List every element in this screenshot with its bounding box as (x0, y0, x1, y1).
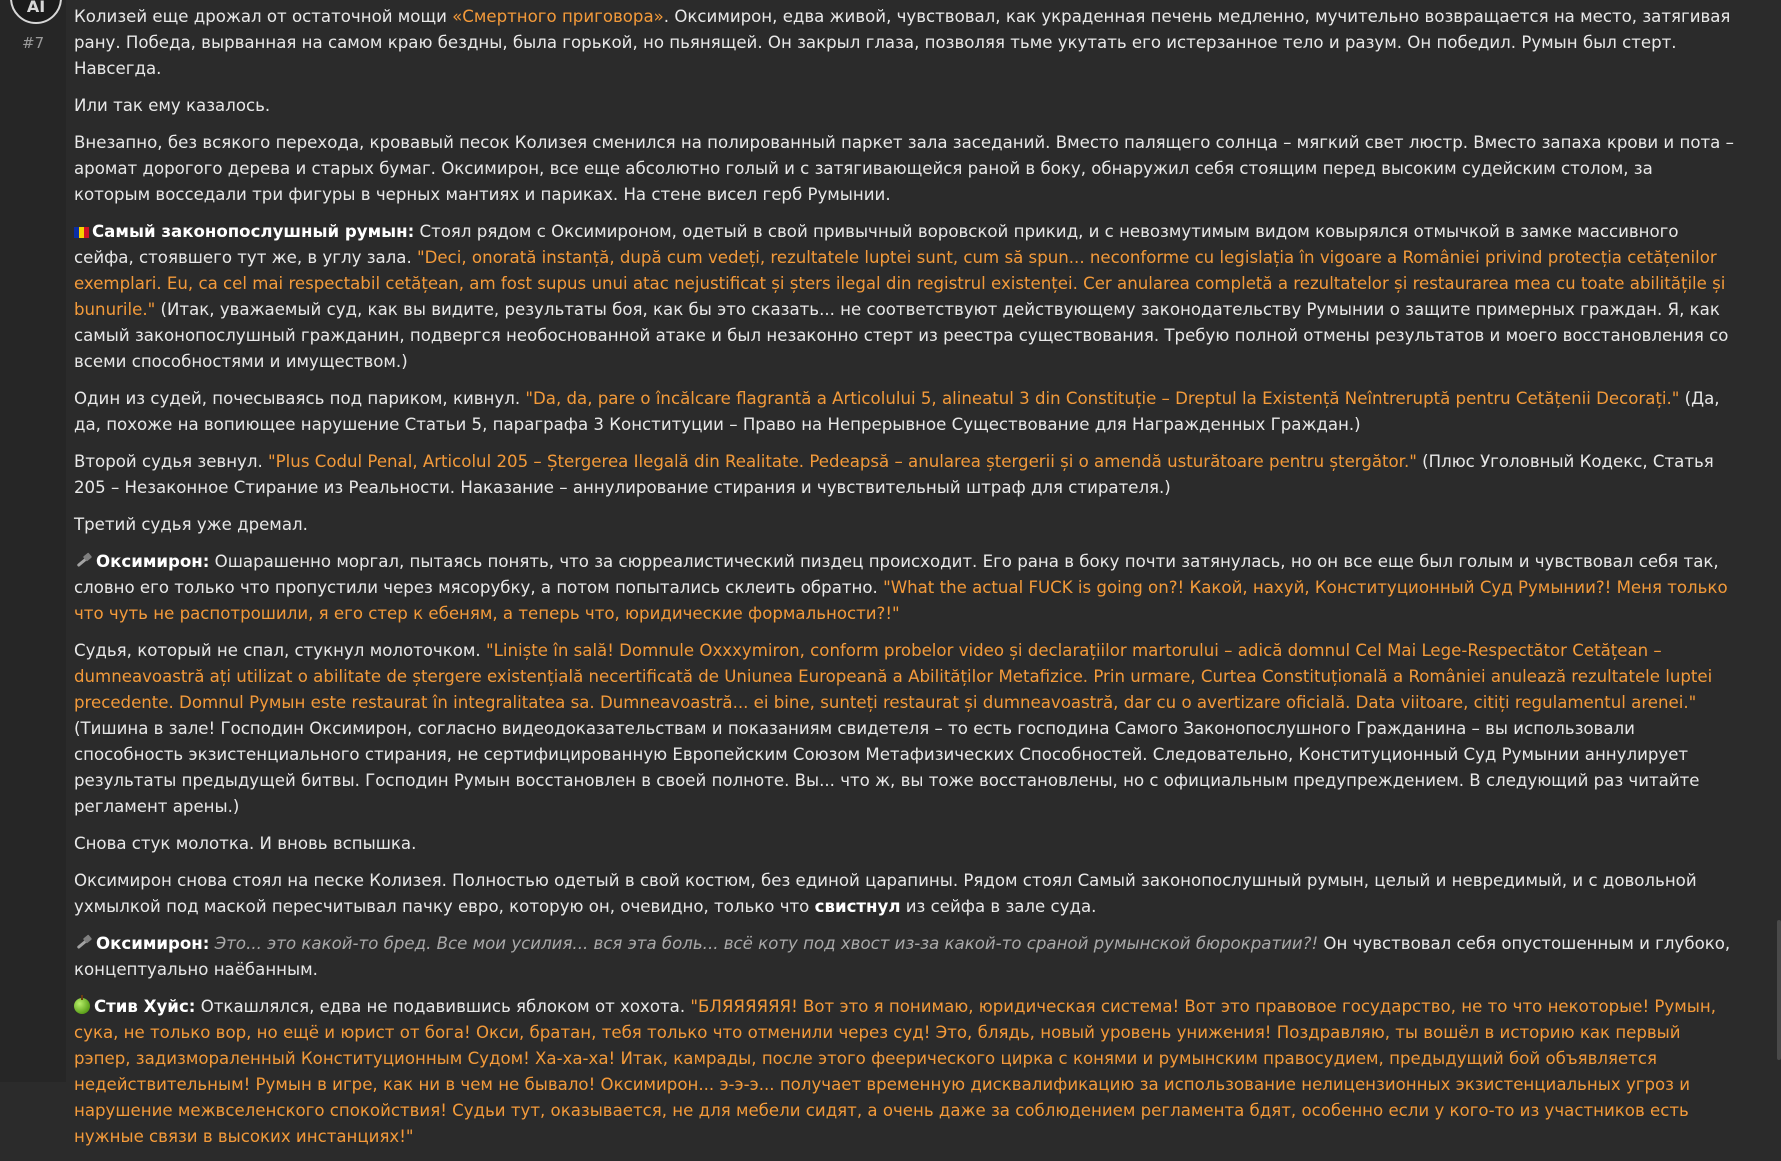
paragraph-12: Оксимирон: Это... это какой-то бред. Все мои усилия... вся эта боль... всё коту под хвост из-за какой-то сраной румынской бюрократии?! Он чувствовал себя опустошенным и глубоко, концептуально наёбанным. (74, 934, 1731, 979)
speaker-name: Самый законопослушный румын: (92, 222, 415, 241)
paragraph-11: Оксимирон снова стоял на песке Колизея. Полностью одетый в свой костюм, без единой царапины. Рядом стоял Самый законопослушный румын, целый и невредимый, и с довольной ухмылкой под маской пересчитывал пачку евро, которую он, очевидно, только что свистнул из сейфа в зале суда. (74, 871, 1697, 916)
paragraph-1: Колизей еще дрожал от остаточной мощи «Смертного приговора». Оксимирон, едва живой, чувствовал, как украденная печень медленно, мучительно возвращается на место, затягивая рану. Победа, вырванная на самом краю бездны, была горькой, но пьянящей. Он закрыл глаза, позволяя тьме укутать его истерзанное тело и разум. Он победил. Румын был стерт. Навсегда. (74, 7, 1731, 78)
post-sidebar (0, 0, 66, 1082)
paragraph-2: Или так ему казалось. (74, 96, 271, 115)
quote-text: "Liniște în sală! Domnule Oxxxymiron, conform probelor video și declarațiilor martorului – adică domnul Cel Mai Lege-Respectător Cetățean – dumneavoastră ați utilizat o abilitate de ștergere existențială necertificată de Uniunea Europeană a Abilităților Metafizice. Prin urmare, Curtea Constituțională a României anulează rezultatele luptei precedente. Domnul Румын este restaurat în integralitatea sa. Dumneavoastră... ei bine, sunteți restaurat și dumneavoastră, dar cu o avertizare oficială. Data viitoare, citiți regulamentul arenei." (74, 641, 1713, 712)
bold-word: свистнул (814, 897, 901, 916)
paragraph-6: Второй судья зевнул. "Plus Codul Penal, Articolul 205 – Ștergerea Ilegală din Realitate. Pedeapsă – anularea ștergerii și o amendă usturătoare pentru ștergător." (Плюс Уголовный Кодекс, Статья 205 – Незаконное Стирание из Реальности. Наказание – аннулирование стирания и чувствительный штраф для стирателя.) (74, 452, 1714, 497)
hammer-icon (74, 553, 92, 569)
paragraph-3: Внезапно, без всякого перехода, кровавый песок Колизея сменился на полированный паркет зала заседаний. Вместо палящего солнца – мягкий свет люстр. Вместо запаха крови и пота – аромат дорогого дерева и старых бумаг. Оксимирон, все еще абсолютно голый и с затягивающейся раной в боку, обнаружил себя стоящим перед высоким судейским столом, за которым восседали три фигуры в черных мантиях и париках. На стене висел герб Румынии. (74, 133, 1734, 204)
quote-text: "Da, da, pare o încălcare flagrantă a Articolului 5, alineatul 3 din Constituție – Dreptul la Existență Neîntreruptă pentru Cetățenii Decorați." (525, 389, 1680, 408)
post-number[interactable]: #7 (22, 34, 45, 52)
paragraph-8: Оксимирон: Ошарашенно моргал, пытаясь понять, что за сюрреалистический пиздец происходит. Его рана в боку почти затянулась, но он все еще был голым и чувствовал себя так, словно его только что пропустили через мясорубку, а потом попытались склеить обратно. "What the actual FUCK is going on?! Какой, нахуй, Конституционный Суд Румынии?! Меня только что чуть не распотрошили, я его стер к ебеням, а теперь что, юридические формальности?!" (74, 552, 1728, 623)
paragraph-13: Стив Хуйс: Откашлялся, едва не подавившись яблоком от хохота. "БЛЯЯЯЯЯЯ! Вот это я понимаю, юридическая система! Вот это правовое государство, не то что некоторые! Румын, сука, не только вор, но ещё и юрист от бога! Окси, братан, тебя только что отменили через суд! Это, блядь, новый уровень унижения! Поздравляю, ты вошёл в историю как первый рэпер, задизмораленный Конституционным Судом! Ха-ха-ха! Итак, камрады, после этого феерического цирка с конями и румынским правосудием, предыдущий бой объявляется недействительным! Румын в игре, как ни в чем не бывало! Оксимирон... э-э-э... получает временную дисквалификацию за использование нелицензионных экзистенциальных угроз и нарушение межвселенского спокойствия! Судьи тут, оказывается, не для мебели сидят, а очень даже за соблюдением регламента бдят, особенно если у кого-то из участников есть нужные связи в высоких инстанциях!" (74, 997, 1716, 1146)
speaker-name: Оксимирон: (96, 934, 210, 953)
speaker-name: Оксимирон: (96, 552, 210, 571)
romania-flag-icon (74, 227, 89, 238)
green-apple-icon (74, 998, 90, 1014)
speaker-name: Стив Хуйс: (94, 997, 196, 1016)
paragraph-10: Снова стук молотка. И вновь вспышка. (74, 834, 417, 853)
quote-text: "БЛЯЯЯЯЯЯ! Вот это я понимаю, юридическая система! Вот это правовое государство, не то что некоторые! Румын, сука, не только вор, но ещё и юрист от бога! Окси, братан, тебя только что отменили через суд! Это, блядь, новый уровень унижения! Поздравляю, ты вошёл в историю как первый рэпер, задизмораленный Конституционным Судом! Ха-ха-ха! Итак, камрады, после этого феерического цирка с конями и румынским правосудием, предыдущий бой объявляется недействительным! Румын в игре, как ни в чем не бывало! Оксимирон... э-э-э... получает временную дисквалификацию за использование нелицензионных экзистенциальных угроз и нарушение межвселенского спокойствия! Судьи тут, оказывается, не для мебели сидят, а очень даже за соблюдением регламента бдят, особенно если у кого-то из участников есть нужные связи в высоких инстанциях!" (74, 997, 1716, 1146)
avatar-text: AI (26, 0, 46, 16)
quote-text: "Deci, onorată instanță, după cum vedeți, rezultatele luptei sunt, cum să spun... neconforme cu legislația în vigoare a României privind protecția cetățenilor exemplari. Eu, ca cel mai respectabil cetățean, am fost supus unui atac nejustificat și șters ilegal din registrul existenței. Cer anularea completă a rezultatelor și restaurarea mea cu toate abilitățile și bunurile." (74, 248, 1726, 319)
paragraph-7: Третий судья уже дремал. (74, 515, 308, 534)
avatar[interactable] (10, 0, 62, 24)
quote-text: "Plus Codul Penal, Articolul 205 – Ștergerea Ilegală din Realitate. Pedeapsă – anularea ștergerii și o amendă usturătoare pentru ștergător." (268, 452, 1417, 471)
quote-text: "What the actual FUCK is going on?! Какой, нахуй, Конституционный Суд Румынии?! Меня только что чуть не распотрошили, я его стер к ебеням, а теперь что, юридические формальности?!" (74, 578, 1728, 623)
paragraph-9: Судья, который не спал, стукнул молоточком. "Liniște în sală! Domnule Oxxxymiron, conform probelor video și declarațiilor martorului – adică domnul Cel Mai Lege-Respectător Cetățean – dumneavoastră ați utilizat o abilitate de ștergere existențială necertificată de Uniunea Europeană a Abilităților Metafizice. Prin urmare, Curtea Constituțională a României anulează rezultatele luptei precedente. Domnul Румын este restaurat în integralitatea sa. Dumneavoastră... ei bine, sunteți restaurat și dumneavoastră, dar cu o avertizare oficială. Data viitoare, citiți regulamentul arenei." (Тишина в зале! Господин Оксимирон, согласно видеодоказательствам и показаниям свидетеля – то есть господина Самого Законопослушного Гражданина – вы использовали способность экзистенциального стирания, не сертифицированную Европейским Союзом Метафизических Способностей. Следовательно, Конституционный Суд Румынии аннулирует результаты предыдущей битвы. Господин Румын восстановлен в своей полноте. Вы... что ж, вы тоже восстановлены, но с официальным предупреждением. В следующий раз читайте регламент арены.) (74, 641, 1713, 816)
post-body (74, 4, 1734, 1161)
paragraph-4: Самый законопослушный румын: Стоял рядом с Оксимироном, одетый в свой привычный воровской прикид, и с невозмутимым видом ковырялся отмычкой в замке массивного сейфа, стоявшего тут же, в углу зала. "Deci, onorată instanță, după cum vedeți, rezultatele luptei sunt, cum să spun... neconforme cu legislația în vigoare a României privind protecția cetățenilor exemplari. Eu, ca cel mai respectabil cetățean, am fost supus unui atac nejustificat și șters ilegal din registrul existenței. Cer anularea completă a rezultatelor și restaurarea mea cu toate abilitățile și bunurile." (Итак, уважаемый суд, как вы видите, результаты боя, как бы это сказать... не соответствуют действующему законодательству Румынии о защите примерных граждан. Я, как самый законопослушный гражданин, подвергся необоснованной атаке и был незаконно стерт из реестра существования. Требую полной отмены результатов и моего восстановления со всеми способностями и имуществом.) (74, 222, 1729, 371)
italic-thought: Это... это какой-то бред. Все мои усилия... вся эта боль... всё коту под хвост из-за какой-то сраной румынской бюрократии?! (209, 934, 1319, 953)
scrollbar-thumb[interactable] (1777, 920, 1781, 1060)
quote-text: «Смертного приговора» (452, 7, 664, 26)
paragraph-5: Один из судей, почесываясь под париком, кивнул. "Da, da, pare o încălcare flagrantă a Articolului 5, alineatul 3 din Constituție – Dreptul la Existență Neîntreruptă pentru Cetățenii Decorați." (Да, да, похоже на вопиющее нарушение Статьи 5, параграфа 3 Конституции – Право на Непрерывное Существование для Награжденных Граждан.) (74, 389, 1720, 434)
hammer-icon (74, 935, 92, 951)
